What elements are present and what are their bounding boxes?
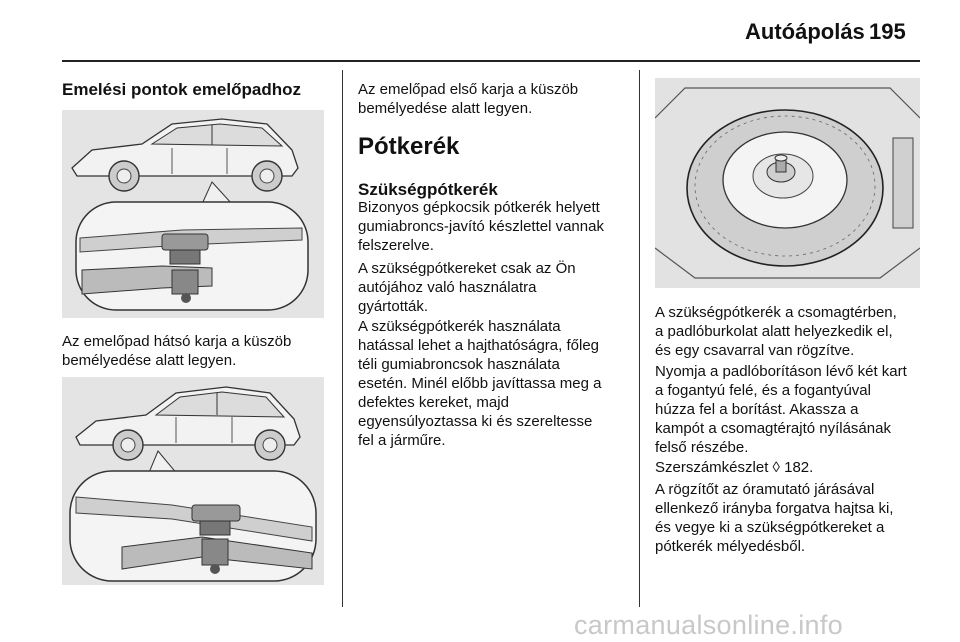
- page-number: 195: [869, 19, 906, 44]
- car-lift-rear-illustration: [62, 110, 324, 318]
- paragraph-spare-3: A szükségpótkerék használata hatással lehet a hajthatóságra, főleg téli gumiabroncsok használata esetén. Minél előbb javíttassa meg a defektes kereket, majd egyensúlyoztassa ki és szereltesse fel a járműre.: [358, 318, 602, 449]
- header-rule: [62, 60, 920, 62]
- paragraph-spare-1: Bizonyos gépkocsik pótkerék helyett gumiabroncs-javító készlettel vannak felszerelve.: [358, 199, 604, 254]
- subsection-title-temporary-spare: Szükségpótkerék: [358, 180, 498, 199]
- paragraph-toolkit-reference: Szerszámkészlet ◊ 182.: [655, 459, 814, 476]
- paragraph-spare-2: A szükségpótkereket csak az Ön autójához való használatra gyártották.: [358, 260, 576, 315]
- paragraph-location: A szükségpótkerék a csomagtérben, a padlóburkolat alatt helyezkedik el, és egy csavarral van rögzítve.: [655, 304, 897, 359]
- intro-front-lift: Az emelőpad első karja a küszöb bemélyedése alatt legyen.: [358, 81, 579, 117]
- spare-wheel-illustration: [655, 78, 920, 288]
- figure-front-lift-point: [62, 377, 324, 585]
- paragraph-floor-cover: Nyomja a padlóborításon lévő két kart a fogantyú felé, és a fogantyúval húzza fel a borítást. Akassza a kampót a csomagtérajtó nyílásának felső részébe.: [655, 363, 907, 456]
- section-heading-lifting-points: Emelési pontok emelőpadhoz: [62, 80, 301, 99]
- page-header-title: Autóápolás: [745, 19, 865, 44]
- car-lift-front-illustration: [62, 377, 324, 585]
- figure-rear-lift-point: [62, 110, 324, 318]
- paragraph-remove-spare: A rögzítőt az óramutató járásával ellenkező irányba forgatva hajtsa ki, és vegye ki a szükségpótkereket a pótkerék mélyedésből.: [655, 481, 894, 555]
- section-title-spare-wheel: Pótkerék: [358, 133, 460, 160]
- column-divider-2: [639, 70, 640, 607]
- figure-spare-wheel-in-trunk: [655, 78, 920, 288]
- caption-rear-lift: Az emelőpad hátsó karja a küszöb bemélyedése alatt legyen.: [62, 333, 292, 369]
- column-divider-1: [342, 70, 343, 607]
- watermark: carmanualsonline.info: [574, 610, 843, 640]
